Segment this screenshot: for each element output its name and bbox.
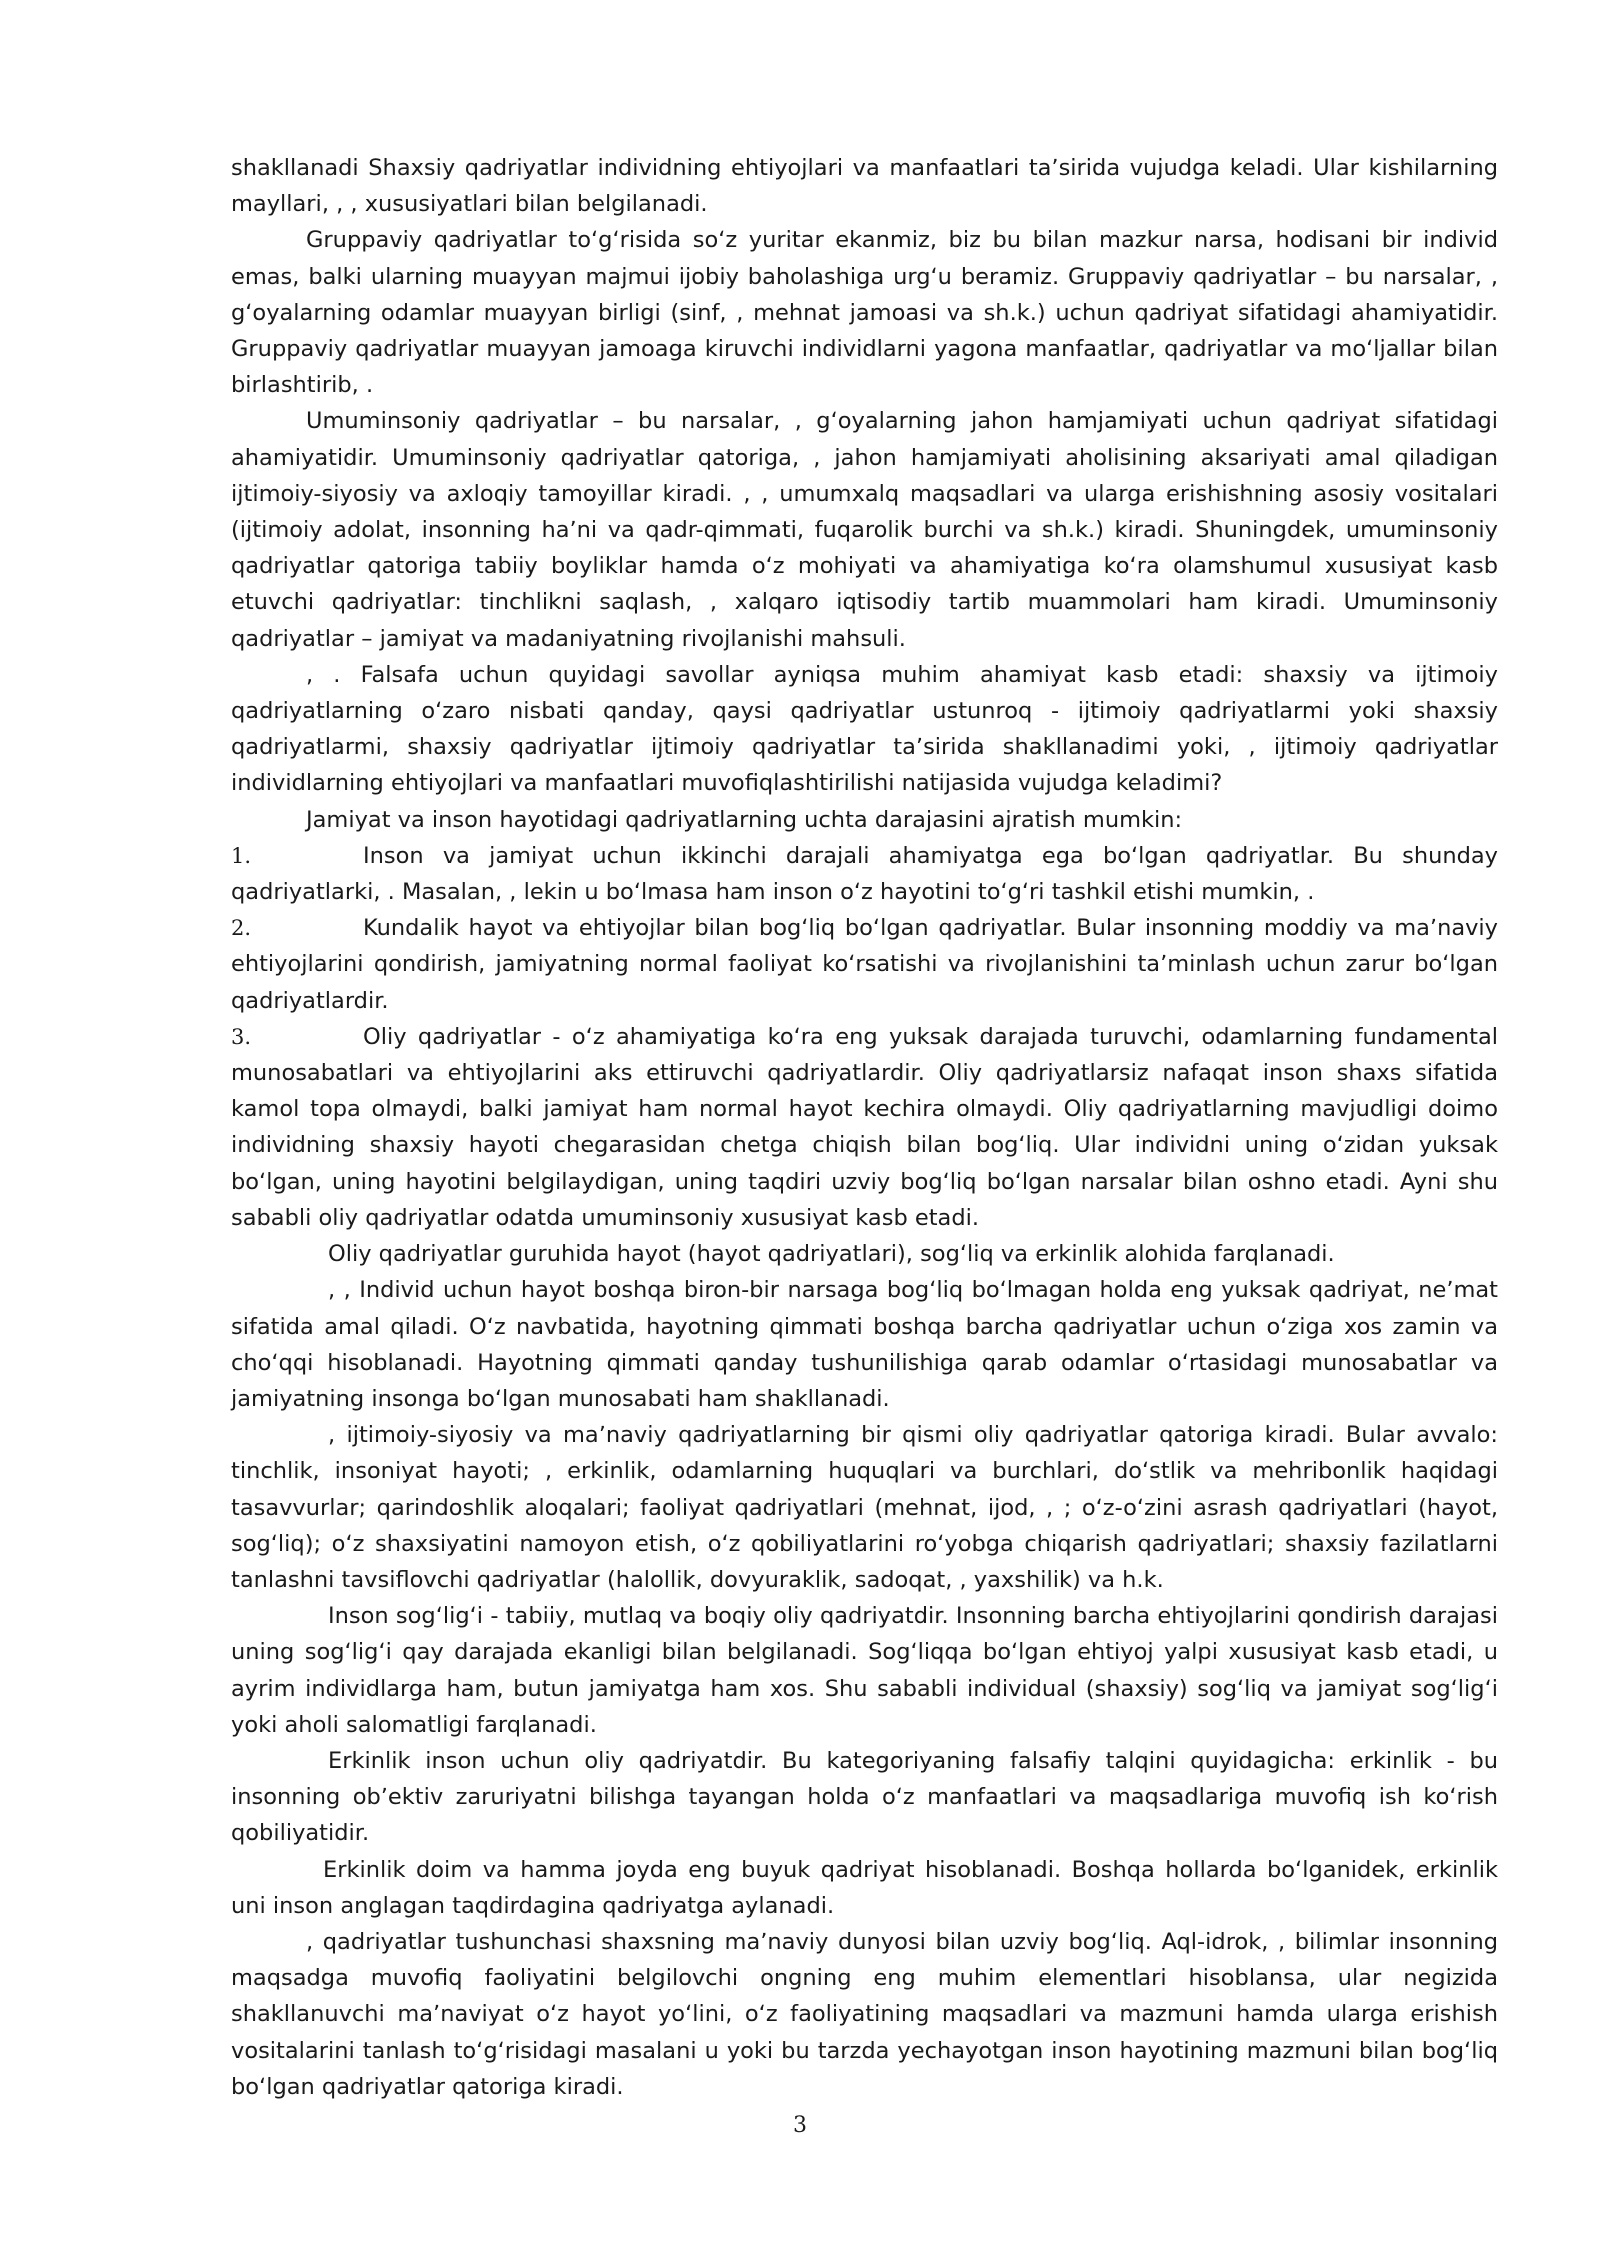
item-number: 2. xyxy=(231,916,252,941)
paragraph: Umuminsoniy qadriyatlar – bu narsalar, , gʻoyalarning jahon hamjamiyati uchun qadriyat sifatidagi ahamiyatidir. Umuminsoniy qadriyatlar qatoriga, , jahon hamjamiyati aholisining aksariyati amal qiladigan ijtimoiy-siyosiy va axloqiy tamoyillar kiradi. , , umumxalq maqsadlari va ularga erishishning asosiy vositalari (ijtimoiy adolat, insonning haʼni va qadr-qimmati, fuqarolik burchi va sh.k.) kiradi. Shuningdek, umuminsoniy qadriyatlar qatoriga tabiiy boyliklar hamda oʻz mohiyati va ahamiyatiga koʻra olamshumul xususiyat kasb etuvchi qadriyatlar: tinchlikni saqlash, , xalqaro iqtisodiy tartib muammolari ham kiradi. Umuminsoniy qadriyatlar – jamiyat va madaniyatning rivojlanishi mahsuli. xyxy=(231,408,1498,652)
paragraph: shakllanadi Shaxsiy qadriyatlar individning ehtiyojlari va manfaatlari taʼsirida vujudga keladi. Ular kishilarning mayllari, , , xususiyatlari bilan belgilanadi. xyxy=(231,155,1498,218)
paragraph: Inson sogʻligʻi - tabiiy, mutlaq va boqiy oliy qadriyatdir. Insonning barcha ehtiyojlarini qondirish darajasi uning sogʻligʻi qay darajada ekanligi bilan belgilanadi. Sogʻliqqa boʻlgan ehtiyoj yalpi xususiyat kasb etadi, u ayrim individlarga ham, butun jamiyatga ham xos. Shu sababli individual (shaxsiy) sogʻliq va jamiyat sogʻligʻi yoki aholi salomatligi farqlanadi. xyxy=(231,1603,1498,1738)
paragraph: , . Falsafa uchun quyidagi savollar ayniqsa muhim ahamiyat kasb etadi: shaxsiy va ijtimoiy qadriyatlarning oʻzaro nisbati qanday, qaysi qadriyatlar ustunroq - ijtimoiy qadriyatlarmi yoki shaxsiy qadriyatlarmi, shaxsiy qadriyatlar ijtimoiy qadriyatlar taʼsirida shakllanadimi yoki, , ijtimoiy qadriyatlar individlarning ehtiyojlari va manfaatlari muvofiqlashtirilishi natijasida vujudga keladimi? xyxy=(231,661,1498,797)
page-number: 3 xyxy=(793,2113,807,2138)
paragraph: Erkinlik doim va hamma joyda eng buyuk qadriyat hisoblanadi. Boshqa hollarda boʻlganidek, erkinlik uni inson anglagan taqdirdagina qadriyatga aylanadi. xyxy=(231,1856,1498,1919)
item-text: Kundalik hayot va ehtiyojlar bilan bogʻliq boʻlgan qadriyatlar. Bular insonning moddiy va maʼnaviy ehtiyojlarini qondirish, jamiyatning normal faoliyat koʻrsatishi va rivojlanishini taʼminlash uchun zarur boʻlgan qadriyatlardir. xyxy=(231,915,1498,1014)
paragraph: Oliy qadriyatlar guruhida hayot (hayot qadriyatlari), sogʻliq va erkinlik alohida farqlanadi. xyxy=(328,1241,1335,1268)
document-body xyxy=(231,150,1498,2105)
item-number: 1. xyxy=(231,843,252,868)
numbered-item xyxy=(231,838,1498,910)
paragraph: Gruppaviy qadriyatlar toʻgʻrisida soʻz yuritar ekanmiz, biz bu bilan mazkur narsa, hodisani bir individ emas, balki ularning muayyan majmui ijobiy baholashiga urgʻu beramiz. Gruppaviy qadriyatlar – bu narsalar, , gʻoyalarning odamlar muayyan birligi (sinf, , mehnat jamoasi va sh.k.) uchun qadriyat sifatidagi ahamiyatidir. Gruppaviy qadriyatlar muayyan jamoaga kiruvchi individlarni yagona manfaatlar, qadriyatlar va moʻljallar bilan birlashtirib, . xyxy=(231,227,1498,399)
paragraph: , ijtimoiy-siyosiy va maʼnaviy qadriyatlarning bir qismi oliy qadriyatlar qatoriga kiradi. Bular avvalo: tinchlik, insoniyat hayoti; , erkinlik, odamlarning huquqlari va burchlari, doʻstlik va mehribonlik haqidagi tasavvurlar; qarindoshlik aloqalari; faoliyat qadriyatlari (mehnat, ijod, , ; oʻz-oʻzini asrash qadriyatlari (hayot, sogʻliq); oʻz shaxsiyatini namoyon etish, oʻz qobiliyatlarini roʻyobga chiqarish qadriyatlari; shaxsiy fazilatlarni tanlashni tavsiflovchi qadriyatlar (halollik, dovyuraklik, sadoqat, , yaxshilik) va h.k. xyxy=(231,1422,1498,1593)
numbered-item xyxy=(231,910,1498,1019)
item-number: 3. xyxy=(231,1024,252,1049)
paragraph: , qadriyatlar tushunchasi shaxsning maʼnaviy dunyosi bilan uzviy bogʻliq. Aql-idrok, , bilimlar insonning maqsadga muvofiq faoliyatini belgilovchi ongning eng muhim elementlari hisoblansa, ular negizida shakllanuvchi maʼnaviyat oʻz hayot yoʻlini, oʻz faoliyatining maqsadlari va mazmuni hamda ularga erishish vositalarini tanlash toʻgʻrisidagi masalani u yoki bu tarzda yechayotgan inson hayotining mazmuni bilan bogʻliq boʻlgan qadriyatlar qatoriga kiradi. xyxy=(231,1928,1498,2100)
paragraph: Jamiyat va inson hayotidagi qadriyatlarning uchta darajasini ajratish mumkin: xyxy=(306,806,1183,833)
paragraph: Erkinlik inson uchun oliy qadriyatdir. Bu kategoriyaning falsafiy talqini quyidagicha: erkinlik - bu insonning obʼektiv zaruriyatni bilishga tayangan holda oʻz manfaatlari va maqsadlariga muvofiq ish koʻrish qobiliyatidir. xyxy=(231,1747,1498,1847)
numbered-item xyxy=(231,1019,1498,1236)
paragraph: , , Individ uchun hayot boshqa biron-bir narsaga bogʻliq boʻlmagan holda eng yuksak qadriyat, neʼmat sifatida amal qiladi. Oʻz navbatida, hayotning qimmati boshqa barcha qadriyatlar uchun oʻziga xos zamin va choʻqqi hisoblanadi. Hayotning qimmati qanday tushunilishiga qarab odamlar oʻrtasidagi munosabatlar va jamiyatning insonga boʻlgan munosabati ham shakllanadi. xyxy=(231,1277,1498,1412)
item-text: Oliy qadriyatlar - oʻz ahamiyatiga koʻra eng yuksak darajada turuvchi, odamlarning fundamental munosabatlari va ehtiyojlarini aks ettiruvchi qadriyatlardir. Oliy qadriyatlarsiz nafaqat inson shaxs sifatida kamol topa olmaydi, balki jamiyat ham normal hayot kechira olmaydi. Oliy qadriyatlarning mavjudligi doimo individning shaxsiy hayoti chegarasidan chetga chiqish bilan bogʻliq. Ular individni uning oʻzidan yuksak boʻlgan, uning hayotini belgilaydigan, uning taqdiri uzviy bogʻliq boʻlgan narsalar bilan oshno etadi. Ayni shu sababli oliy qadriyatlar odatda umuminsoniy xususiyat kasb etadi. xyxy=(231,1023,1498,1231)
item-text: Inson va jamiyat uchun ikkinchi darajali ahamiyatga ega boʻlgan qadriyatlar. Bu shunday qadriyatlarki, . Masalan, , lekin u boʻlmasa ham inson oʻz hayotini toʻgʻri tashkil etishi mumkin, . xyxy=(231,842,1498,906)
